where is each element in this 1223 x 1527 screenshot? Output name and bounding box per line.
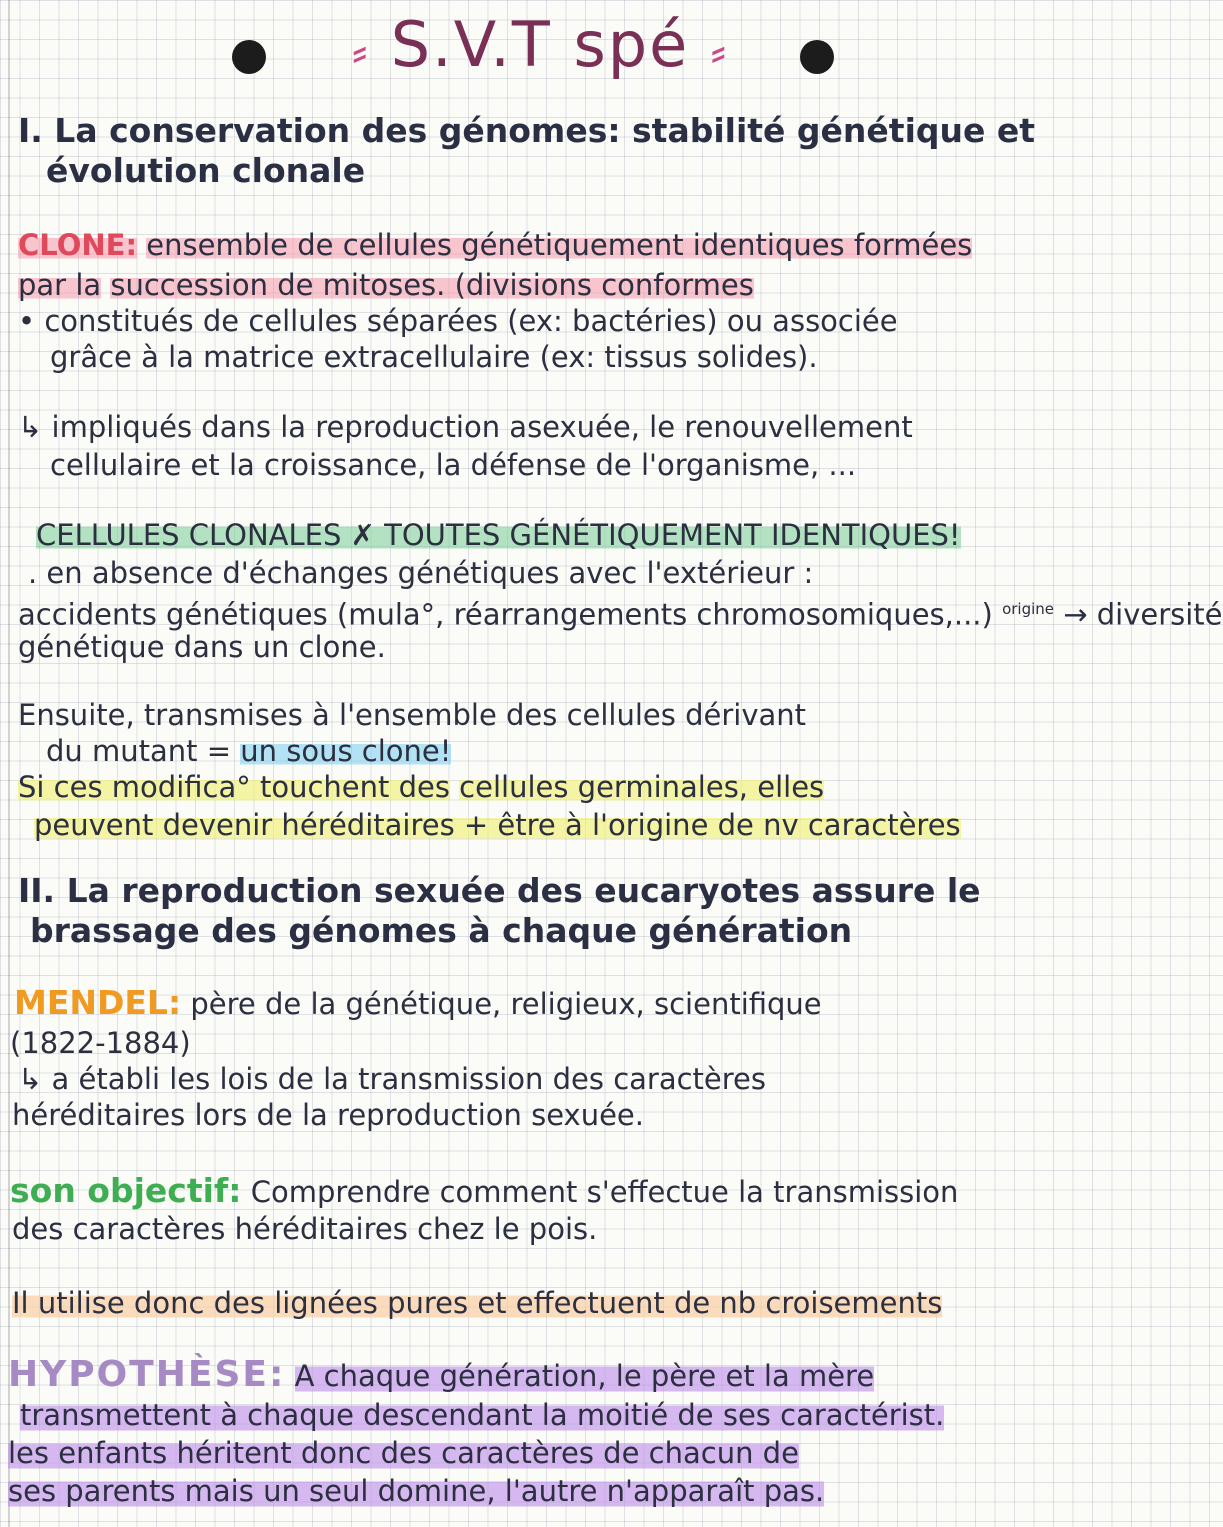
clonal-line-3a: accidents génétiques (mula°, réarrangements chromosomiques,...)	[18, 597, 993, 632]
mutation-line-2	[46, 732, 451, 770]
clone-line-2b: succession de mitoses. (divisions conformes	[110, 268, 754, 302]
title-decoration-left: ⸗	[352, 26, 369, 77]
clone-term: CLONE:	[18, 228, 138, 262]
title-text: S.V.T spé	[390, 8, 690, 81]
clonal-heading	[36, 516, 961, 554]
lignees-line	[12, 1284, 942, 1322]
clonal-line-2: . en absence d'échanges génétiques avec l'extérieur :	[28, 556, 814, 590]
title-decoration-right: ⸗	[711, 26, 728, 77]
clonal-origin-note: origine	[1002, 600, 1054, 618]
mendel-dates: (1822-1884)	[10, 1026, 191, 1060]
mendel-description: père de la génétique, religieux, scientifique	[190, 987, 822, 1021]
clone-line-4: grâce à la matrice extracellulaire (ex: tissus solides).	[50, 340, 818, 374]
clone-line-2	[18, 266, 754, 304]
clonal-line-3b: → diversité	[1063, 597, 1223, 632]
clone-line-1	[18, 226, 972, 264]
objectif-text: Comprendre comment s'effectue la transmission	[250, 1175, 959, 1209]
section2-heading-line2: brassage des génomes à chaque génération	[30, 911, 853, 950]
sub-clone-highlight: un sous clone!	[240, 734, 452, 768]
mendel-line-4: héréditaires lors de la reproduction sexuée.	[12, 1098, 644, 1132]
hypothese-line-3	[8, 1434, 799, 1472]
page-title	[0, 8, 1080, 81]
objectif-term: son objectif:	[10, 1171, 242, 1210]
clone-line-5: ↳ impliqués dans la reproduction asexuée, le renouvellement	[18, 410, 913, 444]
hypothese-line-1-text: A chaque génération, le père et la mère	[294, 1359, 875, 1393]
mutation-line-4-text: peuvent devenir héréditaires + être à l'origine de nv caractères	[34, 808, 961, 842]
mutation-line-4	[34, 806, 961, 844]
mutation-line-1: Ensuite, transmises à l'ensemble des cellules dérivant	[18, 698, 806, 732]
hypothese-line-2	[20, 1396, 944, 1434]
mendel-line-3: ↳ a établi les lois de la transmission des caractères	[18, 1062, 767, 1096]
section2-heading-line1: II. La reproduction sexuée des eucaryotes assure le	[18, 871, 981, 910]
clone-line-3: • constitués de cellules séparées (ex: bactéries) ou associée	[18, 304, 898, 338]
mutation-line-3	[18, 768, 824, 806]
objectif-line-2: des caractères héréditaires chez le pois.	[12, 1212, 598, 1246]
hypothese-term: HYPOTHÈSE:	[8, 1354, 286, 1395]
lignees-text: Il utilise donc des lignées pures et effectuent de nb croisements	[12, 1286, 943, 1320]
hypothese-line-4	[8, 1472, 824, 1510]
clone-definition: ensemble de cellules génétiquement identiques formées	[146, 228, 973, 262]
page-margin-line	[8, 0, 10, 1527]
hypothese-line-3-text: les enfants héritent donc des caractères de chacun de	[8, 1436, 799, 1470]
hypothese-line-4-text: ses parents mais un seul domine, l'autre n'apparaît pas.	[8, 1474, 825, 1508]
hypothese-line-1	[8, 1356, 874, 1395]
hypothese-line-2-text: transmettent à chaque descendant la moitié de ses caractérist.	[20, 1398, 945, 1432]
mutation-line-3b: cellules germinales, elles	[459, 770, 825, 804]
clonal-line-4: génétique dans un clone.	[18, 630, 386, 664]
clone-line-2a: par la	[18, 268, 102, 302]
clone-line-6: cellulaire et la croissance, la défense de l'organisme, ...	[50, 448, 857, 482]
mutation-line-3a: Si ces modifica° touchent des	[18, 770, 450, 804]
mendel-term: MENDEL:	[14, 983, 182, 1022]
mendel-line-1	[14, 984, 822, 1023]
mutation-line-2a: du mutant =	[46, 734, 232, 768]
section1-heading-line2: évolution clonale	[46, 151, 366, 190]
section1-heading-line1: I. La conservation des génomes: stabilité génétique et	[18, 111, 1036, 150]
objectif-line-1	[10, 1172, 958, 1211]
clonal-heading-text: CELLULES CLONALES ✗ TOUTES GÉNÉTIQUEMENT IDENTIQUES!	[36, 518, 961, 552]
